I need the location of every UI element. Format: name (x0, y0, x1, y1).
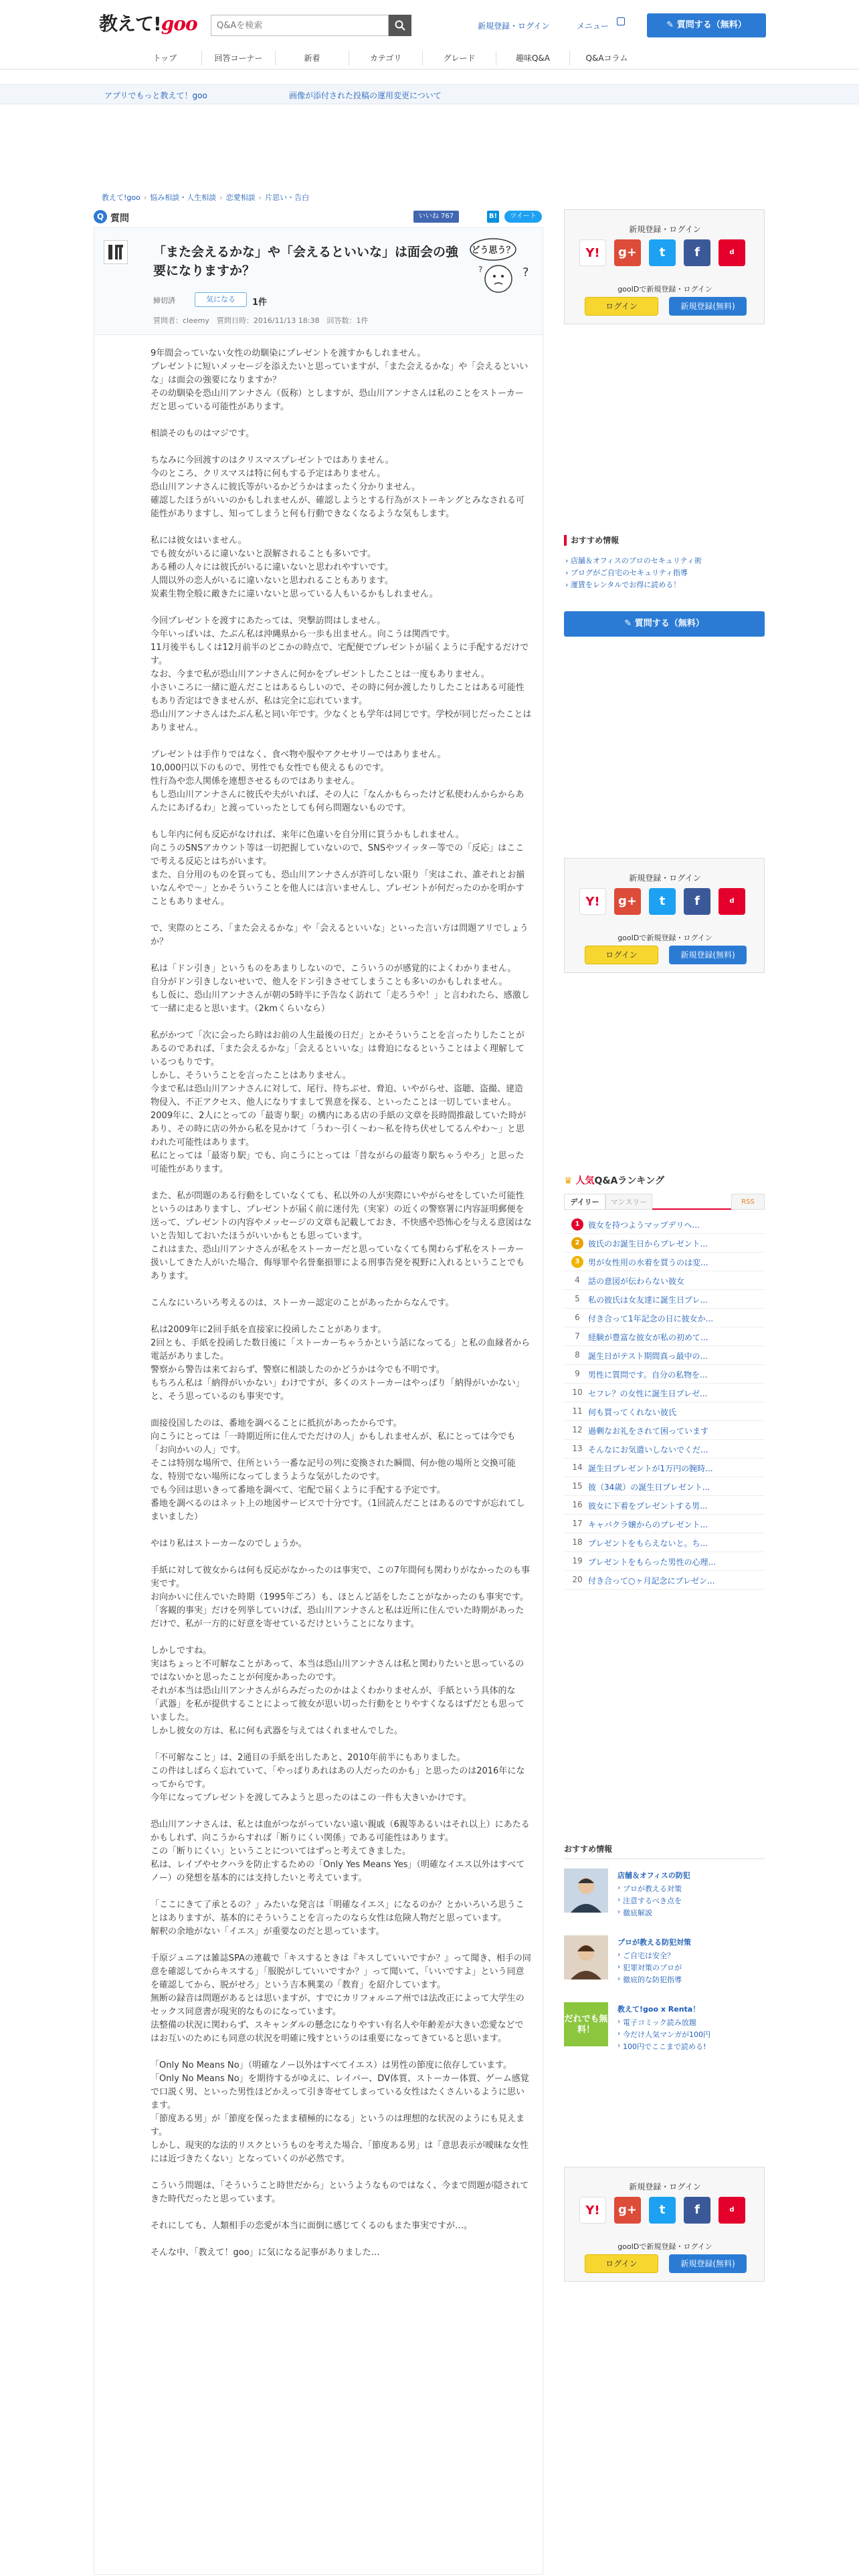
question-paragraph: お向かいに住んでいた時期（1995年ごろ）も、ほとんど話をしたことがなかったのも事実です。 (151, 1592, 529, 1602)
question-paragraph (151, 1738, 532, 1751)
question-paragraph: 11月後半もしくは12月前半のどこかの時点で、宅配便でプレゼントが届くように手配するだけです。 (151, 643, 529, 666)
ranking-link[interactable]: 彼氏のお誕生日からプレゼント... (588, 1239, 708, 1249)
question-paragraph: 「客観的事実」だけを列挙していけば、恐山川アンナさんと私は近所に住んでいた時期があっただけで、私が一方的に好意を寄せているだけということになります。 (151, 1606, 524, 1629)
question-paragraph (151, 735, 532, 748)
question-body (151, 347, 532, 2260)
question-paragraph: 私は「ドン引き」というものをあまりしないので、こういうのが感覚的によくわかりません。 (151, 964, 516, 974)
question-paragraph: でも彼女がいるに違いないと誤解されることも多いです。 (151, 549, 376, 559)
ranking-link[interactable]: 男性に質問です。自分の私物を... (588, 1370, 708, 1380)
rank-number: 11 (572, 1406, 583, 1416)
question-paragraph: これはまた、恐山川アンナさんが私をストーカーだと思っていなくても関わらず私をストーカー扱いしてきた人がいた場合、侮辱罪や名誉棄損罪による刑事告発を視野に入れるということでもあります。 (151, 1245, 525, 1281)
question-paragraph: 実はちょっと不可解なことがあって、本当は恐山川アンナさんは私と関わりたいと思っているのではないかと思ったことが何度かあったのです。 (151, 1659, 524, 1683)
ranking-link[interactable]: 彼女を持つようマップデリへ... (588, 1220, 700, 1230)
nav-hobby-qa[interactable]: 趣味Q&A (496, 51, 570, 66)
question-paragraph: 恐山川アンナさんは、私とは血がつながっていない遠い親戚（6親等あるいはそれ以上）にあたるかもしれず、向こうからすれば「断りにくい関係」である可能性はあります。 (151, 1820, 530, 1843)
breadcrumb-item[interactable]: 片思い・告白 (265, 193, 310, 202)
question-paragraph: もちろん私は「納得がいかない」わけですが、多くのストーカーはやっぱり「納得がいかない」と、そう思っているのも事実です。 (151, 1378, 524, 1402)
rank-number: 13 (572, 1444, 583, 1453)
recommended-link[interactable]: › 運賃をレンタルでお得に読める！ (564, 579, 765, 591)
rank-number: 14 (572, 1463, 583, 1472)
question-paragraph: 2回とも、手紙を投函した数日後に「ストーカーちゃうかという話になってる」と私の血縁者から電話がありました。 (151, 1338, 531, 1362)
search-input[interactable] (211, 15, 389, 36)
ranking-item[interactable] (564, 1346, 765, 1365)
login-button[interactable]: ログイン (585, 946, 658, 964)
ranking-link[interactable]: 付き合って1年記念の日に彼女か... (588, 1314, 714, 1323)
question-paragraph (151, 1551, 532, 1564)
question-paragraph: 解釈の余地がない「イエス」が重要なのだと思っています。 (151, 1927, 385, 1937)
rank-number: 20 (572, 1575, 583, 1584)
question-paragraph: 小さいころに一緒に遊んだことはあるらしいので、その時に何か渡したりしたことはある可能性もあり否定はできませんが、私は完全に忘れています。 (151, 683, 524, 706)
nav-grade[interactable]: グレード (423, 51, 496, 66)
breadcrumb-item[interactable]: 恋愛相談 (225, 193, 256, 202)
question-paragraph (151, 441, 532, 454)
ranking-link[interactable]: 付き合って○ヶ月記念にプレゼン... (588, 1576, 715, 1586)
question-paragraph: 私には彼女はいません。 (151, 536, 247, 546)
question-paragraph: ちなみに今回渡すのはクリスマスプレゼントではありません。 (151, 455, 394, 465)
recommended-info-bottom (564, 1843, 765, 2060)
question-paragraph: 私は、レイプやセクハラを防止するための「Only Yes Means Yes」（明確なイエス以外はすべてノー）の発想を基本的には支持したいと考えています。 (151, 1860, 525, 1883)
rank-number: 5 (575, 1294, 580, 1303)
question-paragraph: 2009年に、2人にとっての「最寄り駅」の構内にある店の手紙の文章を長時間推敲していた時があり、その時に店の外から私を見かけて「うわ〜引く〜わ〜私を待ち伏せしてるんやわ〜」と思われた可能性はあります。 (151, 1111, 527, 1148)
ranking-link[interactable]: キャバクラ嬢からのプレゼント... (588, 1520, 708, 1529)
question-paragraph: しかし、現実的な法的リスクというものを考えた場合、「節度ある男」は「意思表示が曖昧な女性には近づきたくない」となっていくのが必然です。 (151, 2141, 529, 2164)
question-paragraph (151, 815, 532, 829)
question-label: 質問 (110, 213, 129, 224)
question-paragraph (151, 909, 532, 922)
question-paragraph (151, 601, 532, 615)
question-paragraph: で、実際のところ、「また会えるかな」や「会えるといいな」といった言い方は問題アリでしょうか？ (151, 924, 529, 947)
ranking-link[interactable]: 何も買ってくれない彼氏 (588, 1408, 677, 1417)
question-paragraph: 今回プレゼントを渡すにあたっては、突撃訪問はしません。 (151, 616, 386, 626)
docomo-icon[interactable]: d (719, 239, 745, 266)
question-paragraph: 「ここにきて了承とるの？」みたいな発言は「明確なイエス」になるのか？とかいろいろ思うことはありますが、基本的にそういうことを言ったのなら女性は危険人物だと思っています。 (151, 1900, 524, 1923)
question-paragraph: もし年内に何も反応がなければ、来年に色違いを自分用に買うかもしれません。 (151, 830, 464, 840)
question-paragraph: でも今回は思いきって番地を調べて、宅配で届くように手配する予定です。 (151, 1485, 446, 1495)
question-paragraph: 今のところ、クリスマスは特に何もする予定はありません。 (151, 469, 386, 479)
question-paragraph (151, 1016, 532, 1029)
rss-button[interactable]: RSS (731, 1194, 765, 1210)
ranking-item[interactable] (564, 1215, 765, 1234)
rank-medal-icon: 2 (571, 1237, 583, 1249)
svg-text:どう思う？: どう思う？ (471, 245, 515, 255)
post-question-button[interactable]: ✎ 質問する（無料） (647, 13, 766, 37)
question-paragraph: こういう問題は、「そういうこと時世だから」というようなものではなく、今まで問題が隠されてきた時代だったと思っています。 (151, 2181, 529, 2204)
ranking-item[interactable] (564, 1421, 765, 1440)
question-icon: Q (94, 210, 107, 223)
register-login-box (564, 209, 765, 324)
rank-medal-icon: 1 (571, 1218, 583, 1230)
register-title: 新規登録・ログイン (629, 2182, 701, 2191)
question-paragraph: 「節度ある男」が「節度を保ったまま積極的になる」というのは理想的な状況のようにも見えます。 (151, 2114, 525, 2137)
ranking-item[interactable] (564, 1327, 765, 1346)
pencil-icon: ✎ (666, 20, 677, 30)
question-paragraph: この「断りにくい」ということについてはずっと考えてきました。 (151, 1846, 411, 1856)
question-paragraph: 人間以外の恋人がいるに違いないと思われることもあります。 (151, 576, 393, 586)
question-paragraph: 「Only No Means No」を期待するがゆえに、レイパー、DV体質、ストーカー体質、ゲーム感覚で口説く男、といった男性ほどかえって引き寄せてしまっている女性はたくさんいるように思います。 (151, 2074, 529, 2111)
facebook-icon[interactable]: f (684, 2197, 710, 2224)
nav-qa-column[interactable]: Q&Aコラム (585, 53, 628, 63)
question-paragraph (151, 2233, 532, 2246)
ranking-link[interactable]: プレゼントをもらえないと。ち... (588, 1539, 708, 1548)
ranking-title: ♛ 人気Q&Aランキング (564, 1176, 664, 1186)
ranking-link[interactable]: プレゼントをもらった男性の心理... (588, 1558, 716, 1567)
ranking-item[interactable] (564, 1365, 765, 1384)
question-paragraph (151, 1176, 532, 1190)
recommended-link[interactable]: › ブログがご自宅のセキュリティ指導 (564, 567, 765, 579)
register-button[interactable]: 新規登録(無料) (669, 946, 747, 964)
question-paragraph: やはり私はストーカーなのでしょうか。 (151, 1539, 307, 1549)
question-paragraph (151, 1283, 532, 1297)
info-item[interactable]: プロが教える防犯対策 › ご自宅は安全？ › 犯罪対策のプロが › 徹底的な防犯指導 (564, 1926, 765, 1993)
question-paragraph: もし仮に、恐山川アンナさんが朝の5時半に予告なく訪れて「走ろうや！」と言われたら、感激して一緒に走ると思います。（2kmくらいなら） (151, 990, 530, 1014)
question-paragraph: 9年間会っていない女性の幼馴染にプレゼントを渡すかもしれません。 (151, 348, 426, 358)
question-paragraph: それにしても、人類相手の恋愛が本当に面倒に感じてくるのもまた事実ですが…。 (151, 2221, 473, 2231)
ranking-link[interactable]: 彼（34歳）の誕生日プレゼント... (588, 1483, 710, 1492)
pencil-icon: ✎ (624, 619, 635, 629)
question-paragraph: 自分がドン引きしないせいで、他人をドン引きさせてしまうことも多いのかもしれません。 (151, 977, 508, 987)
svg-text:?: ? (478, 265, 483, 274)
docomo-icon[interactable]: d (719, 888, 745, 915)
question-summary (94, 228, 543, 335)
question-paragraph: 確認したほうがいいのかもしれませんが、確認しようとする行為がストーキングとみなされる可能性がありますし、知ってしまうと何も行動できなくなるような気もします。 (151, 496, 524, 519)
question-status: 締切済 (153, 296, 175, 305)
question-paragraph (151, 1404, 532, 1417)
twitter-icon[interactable]: t (649, 888, 676, 915)
twitter-icon[interactable]: t (649, 239, 676, 266)
facebook-icon[interactable]: f (684, 888, 710, 915)
ranking-link[interactable]: 話の意図が伝わらない彼女 (588, 1277, 685, 1286)
register-title: 新規登録・ログイン (629, 873, 701, 883)
info-title: おすすめ情報 (564, 1843, 765, 1859)
question-title: 「また会えるかな」や「会えるといいな」は面会の強要になりますか？ (153, 245, 459, 278)
breadcrumb-item[interactable]: 教えて!goo (102, 193, 140, 202)
question-header (94, 209, 543, 224)
rank-number: 6 (575, 1313, 580, 1322)
ranking-item[interactable] (564, 1459, 765, 1477)
twitter-icon[interactable]: t (649, 2197, 676, 2224)
question-paragraph: 向こうにとっては「一時期近所に住んでただけの人」かもしれませんが、私にとっては今でも「お向かいの人」です。 (151, 1432, 516, 1455)
login-button[interactable]: ログイン (585, 2254, 658, 2273)
question-paragraph: 千原ジュニアは雑誌SPAの連載で「キスするときは『キスしていいですか？』って聞き、相手の同意を確認してからキスする」「服脱がしていいですか？」って聞いて、「いいですよ」という同意を確認してから、脱がせろ」という吉本興業の「教育」を紹介しています。 (151, 1953, 531, 1990)
notice-app[interactable]: アプリでもっと教えて！goo (104, 91, 207, 100)
question-paragraph: こんなにいろいろ考えるのは、ストーカー認定のことがあったからなんです。 (151, 1298, 454, 1308)
question-paragraph: 相談そのものはマジです。 (151, 429, 254, 439)
rank-number: 19 (572, 1556, 583, 1566)
user-avatar (104, 240, 128, 264)
crown-icon: ♛ (564, 1176, 576, 1186)
ranking-item[interactable] (564, 1234, 765, 1253)
rank-number: 18 (572, 1537, 583, 1547)
question-paragraph: 性行為や恋人関係を連想させるものではありません。 (151, 776, 360, 786)
question-paragraph: また、私が問題のある行動をしていなくても、私以外の人が実際にいやがらせをしていた可能性というのはありますし、プレゼントが届く前に迷付先（実家）の近くの警察署に内容証明郵便を送って、プレゼントの内容やメッセージの文章も記載しておき、不快感や恐怖心を与える意図はないと告知しておいたほうがいいかもとも思っています。 (151, 1191, 532, 1241)
ranking-link[interactable]: 誕生日がテスト期間真っ最中の... (588, 1352, 708, 1361)
ranking-item[interactable] (564, 1477, 765, 1496)
question-paragraph: プレゼントは手作りではなく、食べ物や服やアクセサリーではありません。 (151, 750, 446, 760)
tab-monthly[interactable]: マンスリー (605, 1194, 652, 1210)
goo-id-login-text: gooIDで新規登録・ログイン (617, 285, 712, 294)
ranking-item[interactable] (564, 1253, 765, 1271)
renta-banner: だれでも無料！ (564, 2002, 608, 2046)
favorite-count: 1件 (252, 298, 268, 308)
nav-category[interactable]: カテゴリ (349, 51, 423, 66)
question-paragraph: 法整備の状況に関わらず、スキャンダルの懸念になりやすい有名人や年齢差が大きい恋愛などではお互いのためにも同意の状況を明確に残すというのは重要になってきていると思います。 (151, 2020, 524, 2044)
question-paragraph (151, 1939, 532, 1952)
google-plus-icon[interactable]: g+ (614, 2197, 641, 2224)
tweet-button[interactable]: ツイート (504, 211, 542, 223)
ranking-link[interactable]: 経験が豊富な彼女が私の初めて... (588, 1333, 708, 1342)
question-paragraph (151, 414, 532, 427)
ranking-link[interactable]: 男が女性用の水着を買うのは変... (588, 1258, 708, 1267)
info-item[interactable]: 店舗＆オフィスの防犯 › プロが教える対策 › 注意するべき点を › 徹底解説 (564, 1859, 765, 1926)
google-plus-icon[interactable]: g+ (614, 888, 641, 915)
sidebar (564, 0, 765, 2576)
search-icon (395, 20, 405, 31)
question-paragraph: 10,000円以下のもので、男性でも女性でも使えるものです。 (151, 763, 389, 773)
yahoo-icon[interactable]: Y! (579, 888, 606, 915)
question-paragraph: しかしですね。 (151, 1646, 212, 1656)
question-card (94, 227, 543, 2575)
register-button[interactable]: 新規登録(無料) (669, 297, 747, 316)
rank-number: 12 (572, 1425, 583, 1434)
qa-ranking (564, 1174, 765, 1586)
question-paragraph (151, 949, 532, 962)
question-paragraph (151, 2206, 532, 2220)
favorite-button[interactable]: 気になる (195, 292, 247, 307)
question-paragraph: この件はしばらく忘れていて、「やっぱりあれはあの人だったのかも」と思ったのは2016年になってからです。 (151, 1766, 525, 1790)
svg-text:?: ? (522, 265, 529, 280)
ranking-item[interactable] (564, 1552, 765, 1571)
register-login-link[interactable]: 新規登録・ログイン (478, 21, 550, 31)
person-photo (564, 1868, 608, 1913)
question-paragraph: 恐山川アンナさんはたぶん私と同い年です。少なくとも学年は同じです。学校が同じだったことはありません。 (151, 710, 532, 733)
question-paragraph: 私がかつて「次に会ったら時はお前の人生最後の日だ」とかそういうことを言ったりしたことがあるのであれば、「また会えるかな」「会えるといいな」は脅迫になるということはよく理解しているつもりです。 (151, 1031, 525, 1067)
question-paragraph: 私は2009年に2回手紙を直接家に投函したことがあります。 (151, 1325, 387, 1335)
question-paragraph: しかし彼女の方は、私に何も武器を与えてはくれませんでした。 (151, 1726, 403, 1736)
facebook-icon[interactable]: f (684, 239, 710, 266)
ranking-tabs (564, 1194, 765, 1210)
menu-link[interactable]: メニュー (577, 21, 609, 31)
question-paragraph (151, 2046, 532, 2059)
ranking-item[interactable] (564, 1384, 765, 1402)
question-paragraph: 「Only No Means No」（明確なノー以外はすべてイエス）は男性の節度に依存しています。 (151, 2060, 512, 2070)
ranking-item[interactable] (564, 1440, 765, 1459)
yahoo-icon[interactable]: Y! (579, 239, 606, 266)
nav-answer-corner[interactable]: 回答コーナー (202, 51, 276, 66)
ranking-link[interactable]: 彼女に下着をプレゼントする男... (588, 1501, 708, 1511)
rank-number: 15 (572, 1481, 583, 1491)
question-paragraph: 恐山川アンナさんに彼氏等がいるかどうかはまったく分かりません。 (151, 482, 421, 492)
question-paragraph: 無断の録音は問題があるとは思いますが、すでにカリフォルニア州では法改正によって大学生のセックス同意書が現実的なものになっています。 (151, 1994, 524, 2017)
question-paragraph (151, 1805, 532, 1818)
question-paragraph: ある種の人々には彼氏がいるに違いないと思われやすいです。 (151, 562, 393, 572)
question-paragraph: なお、今まで私が恐山川アンナさんに何かをプレゼントしたことは一度もありません。 (151, 669, 490, 679)
question-paragraph: そこは特別な場所で、住所という一番な記号の列に変換された瞬間、何か他の場所と交換可能な、特別でない場所になってしまうような気がしたのです。 (151, 1459, 516, 1482)
rank-number: 10 (572, 1388, 583, 1397)
breadcrumb: 教えて!goo › 悩み相談・人生相談 › 恋愛相談 › 片思い・告白 (102, 193, 310, 202)
person-photo (564, 1935, 608, 1979)
dousou-omou-illustration (469, 235, 533, 302)
site-logo[interactable]: 教えて!goo (99, 13, 197, 35)
question-paragraph (151, 521, 532, 534)
question-paragraph: プレゼントに短いメッセージを添えたいと思っていますが、「また会えるかな」や「会えるといいな」は面会の強要になりますか？ (151, 362, 529, 385)
question-paragraph: その幼馴染を恐山川アンナさん（仮称）としますが、恐山川アンナさんは私のことをストーカーだと思っている可能性があります。 (151, 389, 524, 412)
register-title: 新規登録・ログイン (629, 225, 701, 234)
goo-id-login-text: gooIDで新規登録・ログイン (617, 934, 712, 942)
ranking-item[interactable] (564, 1309, 765, 1327)
ranking-item[interactable] (564, 1290, 765, 1309)
login-button[interactable]: ログイン (585, 297, 658, 316)
ranking-item[interactable] (564, 1515, 765, 1533)
question-paragraph: それが本当は恐山川アンナさんがらみだったのかはよくわかりませんが、手紙という具体的な「武器」を私が提供することによって彼女が思い切った行動をとりやすくなるはずだとも思っていました。 (151, 1686, 525, 1723)
ranking-link[interactable]: 私の彼氏は女友達に誕生日プレ... (588, 1295, 708, 1305)
question-paragraph: 今年いっぱいは、たぶん私は沖縄県から一歩も出ません。向こうは関西です。 (151, 629, 455, 639)
tab-daily[interactable]: デイリー (564, 1194, 605, 1210)
post-question-button-side[interactable]: ✎ 質問する（無料） (564, 611, 765, 637)
recommended-link[interactable]: › 店舗＆オフィスのプロのセキュリティ術 (564, 555, 765, 567)
ranking-item[interactable] (564, 1496, 765, 1515)
recommended-info (564, 535, 765, 629)
question-paragraph: 今年になってプレゼントを渡してみようと思ったのはこの一件も大きいかけです。 (151, 1793, 472, 1803)
question-paragraph: 面接役国したのは、番地を調べることに抵抗があったからです。 (151, 1418, 402, 1428)
rank-number: 8 (575, 1350, 580, 1360)
question-paragraph: しかし、そういうことを言ったことはありません。 (151, 1071, 351, 1081)
notice-image-policy[interactable]: 画像が添付された投稿の運用変更について (289, 91, 442, 100)
question-paragraph: 今まで私は恐山川アンナさんに対して、尾行、待ちぶせ、脅迫、いやがらせ、盗聴、盗撮、建造物侵入、不正アクセス、他人になりすまして異意を探る、といったことは一切していません。 (151, 1084, 524, 1107)
user-avatar-icon (104, 241, 128, 265)
search-button[interactable] (389, 15, 411, 36)
register-login-box (564, 2167, 765, 2282)
register-button[interactable]: 新規登録(無料) (669, 2254, 747, 2273)
breadcrumb-item[interactable]: 悩み相談・人生相談 (150, 193, 217, 202)
question-paragraph: 手紙に対して彼女からは何も反応がなかったのは事実で、この7年間何も関わりがなかったのも事実です。 (151, 1566, 531, 1589)
recommended-title: おすすめ情報 (564, 535, 765, 546)
ranking-list (564, 1215, 765, 1590)
rank-number: 7 (575, 1331, 580, 1341)
question-paragraph: 私にとっては「最寄り駅」でも、向こうにとっては「昔ながらの最寄り駅ちゃうやろ」と思った可能性があります。 (151, 1151, 524, 1174)
question-paragraph (151, 1524, 532, 1537)
ranking-link[interactable]: セフレ？の女性に誕生日プレゼ... (588, 1389, 708, 1398)
question-meta: 質問者：cleemy 質問日時：2016/11/13 18:38 回答数：1件 (153, 316, 369, 325)
question-paragraph: 炭素生物全般に敵きたに違いないと思っている人もいるかもしれません。 (151, 589, 438, 599)
rank-number: 16 (572, 1500, 583, 1509)
rank-number: 17 (572, 1519, 583, 1528)
question-paragraph (151, 1631, 532, 1644)
question-paragraph (151, 1885, 532, 1899)
ranking-item[interactable] (564, 1533, 765, 1552)
docomo-icon[interactable]: d (719, 2197, 745, 2224)
question-paragraph: 向こうのSNSアカウント等は一切把握していないので、SNSやツイッター等での「反応」はここで考える反応とはちがいます。 (151, 843, 524, 867)
info-item[interactable]: だれでも無料！ 教えて!goo x Renta！ › 電子コミック読み放題 › 今だけ人気マンガが100円 › 100円でここまで読める! (564, 1993, 765, 2060)
question-paragraph (151, 1310, 532, 1323)
question-paragraph: また、自分用のものを買っても、恐山川アンナさんが許可しない限り「実はこれ、誰それとお揃いなんやで〜」とかそういうことを他人には言いませんし、プレゼントが何だったのかを明かすこともありません。 (151, 870, 525, 907)
yahoo-icon[interactable]: Y! (579, 2197, 606, 2224)
rank-medal-icon: 3 (571, 1256, 583, 1268)
rank-number: 4 (575, 1275, 580, 1285)
question-paragraph: 警察から警告は来ておらず、警察に相談したのかどうかは今でも不明です。 (151, 1365, 445, 1375)
ranking-link[interactable]: 過剰なお礼をされて困っています (588, 1426, 709, 1436)
question-paragraph: 「不可解なこと」は、2通目の手紙を出したあと、2010年前半にもありました。 (151, 1753, 466, 1763)
goo-id-login-text: gooIDで新規登録・ログイン (617, 2242, 712, 2251)
facebook-like-button[interactable]: いいね 767 (413, 211, 459, 223)
question-paragraph: そんな中、「教えて！goo」に気になる記事がありました… (151, 2248, 380, 2258)
question-paragraph (151, 2166, 532, 2179)
ranking-item[interactable] (564, 1571, 765, 1590)
nav-top[interactable]: トップ (128, 51, 202, 66)
ranking-item[interactable] (564, 1402, 765, 1421)
question-paragraph: 番地を調べるのはネット上の地図サービスで十分です。（1回読んだことはあるのですが忘れてしまいました） (151, 1499, 525, 1522)
ranking-link[interactable]: 誕生日プレゼントが1万円の腕時... (588, 1464, 713, 1473)
google-plus-icon[interactable]: g+ (614, 239, 641, 266)
nav-new[interactable]: 新着 (276, 51, 349, 66)
ranking-item[interactable] (564, 1271, 765, 1290)
question-paragraph: もし恐山川アンナさんに彼氏や夫がいれば、その人に「なんかもらったけど私使わんからからあんたにあげるわ」と渡っていったとしても何ら問題ないものです。 (151, 790, 524, 813)
register-login-box (564, 858, 765, 973)
rank-number: 9 (575, 1369, 580, 1378)
hatena-bookmark-button[interactable]: B! (487, 211, 499, 223)
ranking-link[interactable]: そんなにお気遣いしないでくだ... (588, 1445, 708, 1455)
